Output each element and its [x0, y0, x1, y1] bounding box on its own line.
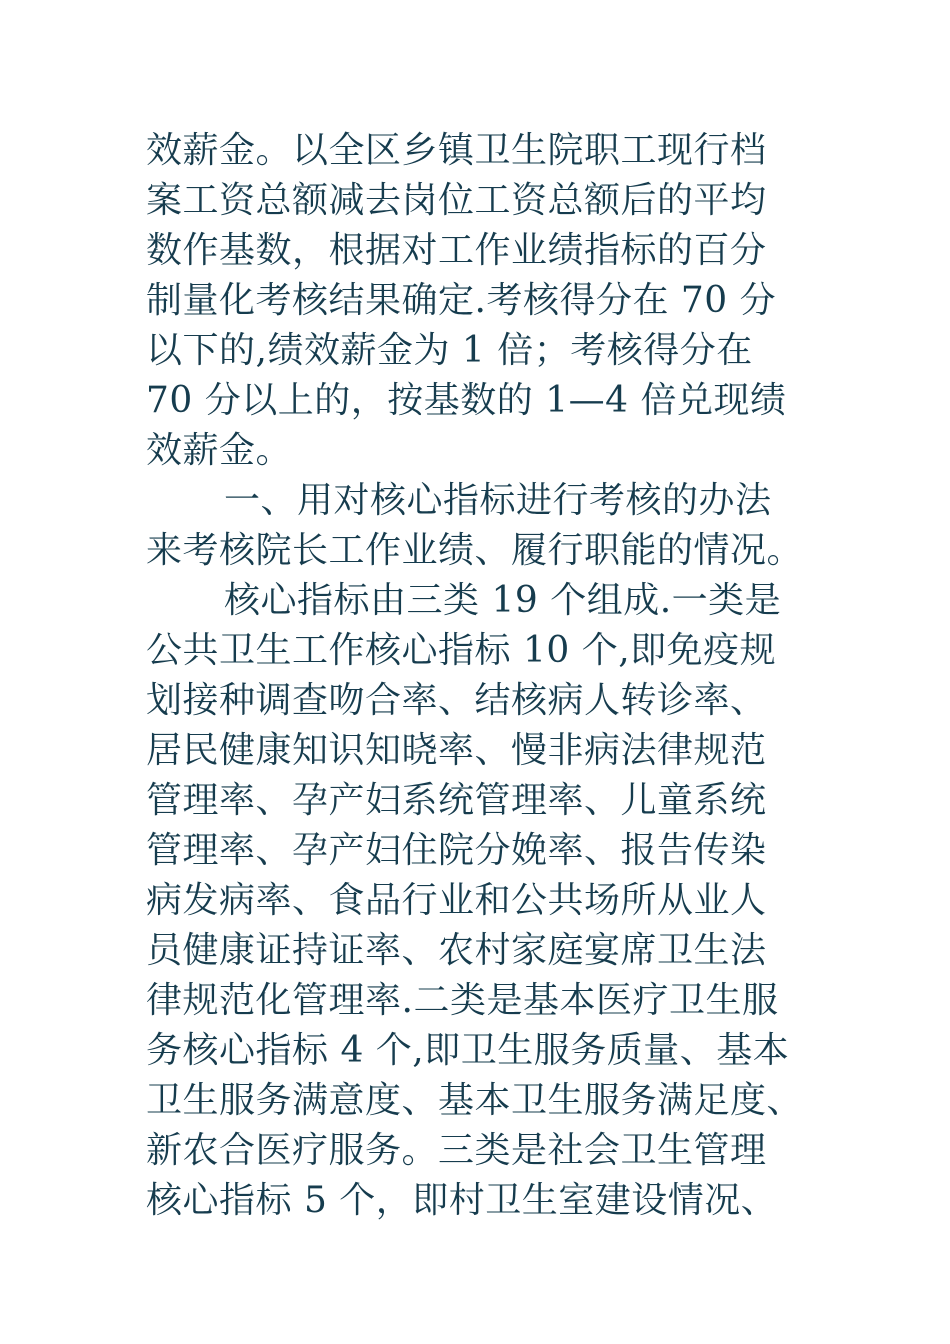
text-line: 员健康证持证率、农村家庭宴席卫生法 [146, 930, 767, 971]
text-line: 律规范化管理率.二类是基本医疗卫生服 [146, 980, 779, 1021]
text-line: 新农合医疗服务。三类是社会卫生管理 [146, 1130, 767, 1171]
text-line: 居民健康知识知晓率、慢非病法律规范 [146, 730, 767, 771]
text-line: 效薪金。以全区乡镇卫生院职工现行档 [146, 130, 767, 171]
text-line: 病发病率、食品行业和公共场所从业人 [146, 880, 767, 921]
text-line: 核心指标 5 个，即村卫生室建设情况、 [146, 1180, 778, 1221]
text-line: 划接种调查吻合率、结核病人转诊率、 [146, 680, 767, 721]
text-line: 公共卫生工作核心指标 10 个,即免疫规 [146, 630, 777, 671]
document-body [146, 126, 826, 1226]
paragraph-start-line: 核心指标由三类 19 个组成.一类是 [224, 580, 782, 621]
text-line: 卫生服务满意度、基本卫生服务满足度、 [146, 1080, 804, 1121]
section-heading-line: 来考核院长工作业绩、履行职能的情况。 [146, 530, 804, 571]
text-line: 管理率、孕产妇住院分娩率、报告传染 [146, 830, 767, 871]
text-line: 数作基数，根据对工作业绩指标的百分 [146, 230, 767, 271]
text-line: 效薪金。 [146, 430, 293, 471]
text-line: 制量化考核结果确定.考核得分在 70 分 [146, 280, 777, 321]
text-line: 案工资总额减去岗位工资总额后的平均 [146, 180, 767, 221]
text-line: 务核心指标 4 个,即卫生服务质量、基本 [146, 1030, 790, 1071]
text-line: 管理率、孕产妇系统管理率、儿童系统 [146, 780, 767, 821]
text-line: 以下的,绩效薪金为 1 倍；考核得分在 [146, 330, 753, 371]
text-line: 70 分以上的，按基数的 1—4 倍兑现绩 [146, 380, 787, 421]
section-heading-line: 一、用对核心指标进行考核的办法 [224, 480, 772, 521]
